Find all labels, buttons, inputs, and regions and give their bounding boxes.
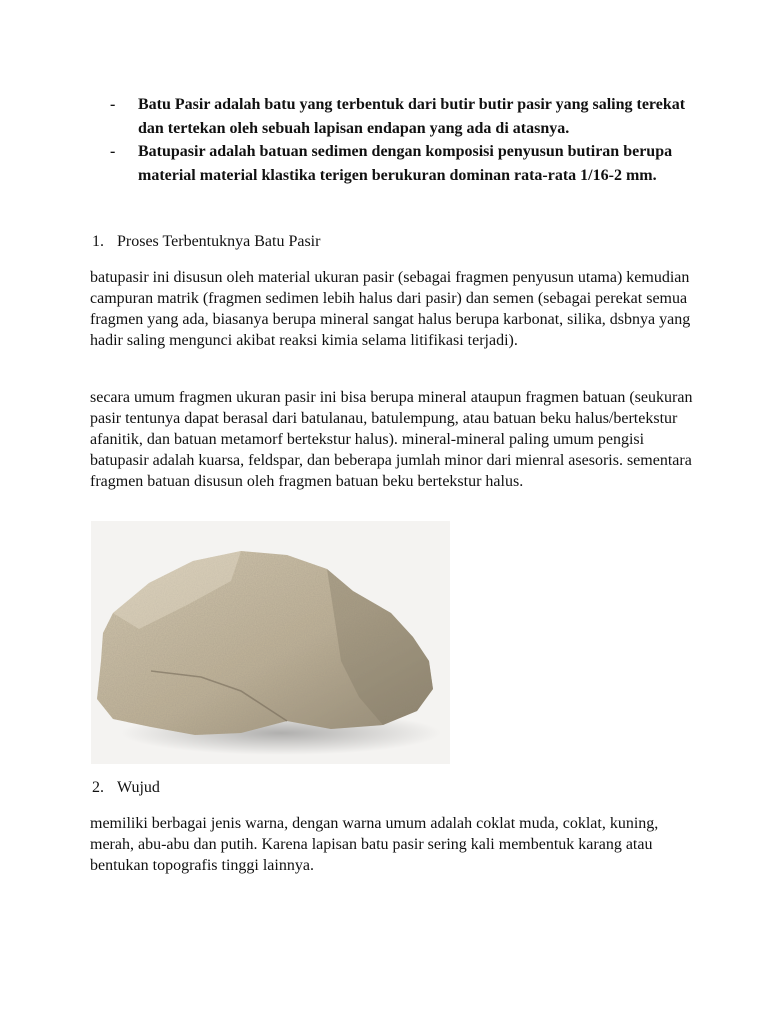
definition-bullet	[110, 93, 710, 140]
bullet-text: Batu Pasir adalah batu yang terbentuk dari butir butir pasir yang saling terekat dan tertekan oleh sebuah lapisan endapan yang ada di atasnya.	[138, 96, 686, 137]
section-number: 2.	[92, 779, 104, 796]
bullet-marker: -	[110, 96, 116, 113]
section-number: 1.	[92, 233, 104, 250]
bullet-text: Batupasir adalah batuan sedimen dengan komposisi penyusun butiran berupa material material klastika terigen berukuran dominan rata-rata 1/16-2 mm.	[138, 143, 673, 184]
definition-bullet	[110, 140, 710, 187]
definition-bullet-list	[110, 93, 710, 187]
bullet-marker: -	[110, 143, 116, 160]
paragraph-fragments: secara umum fragmen ukuran pasir ini bisa berupa mineral ataupun fragmen batuan (seukuran pasir tentunya dapat berasal dari batulanau, batulempung, atau batuan beku halus/bertekstur afanitik, dan batuan metamorf bertekstur halus). mineral-mineral paling umum pengisi batupasir adalah kuarsa, feldspar, dan beberapa jumlah minor dari mienral asesoris. sementara fragmen batuan disusun oleh fragmen batuan beku bertekstur halus.	[90, 389, 693, 490]
section-title: Proses Terbentuknya Batu Pasir	[117, 233, 321, 250]
section-heading-wujud	[92, 779, 160, 797]
paragraph-colors: memiliki berbagai jenis warna, dengan warna umum adalah coklat muda, coklat, kuning, merah, abu-abu dan putih. Karena lapisan batu pasir sering kali membentuk karang atau bentukan topografis tinggi lainnya.	[90, 815, 659, 874]
section-title: Wujud	[117, 779, 160, 796]
sandstone-photo	[91, 521, 450, 764]
paragraph-composition: batupasir ini disusun oleh material ukuran pasir (sebagai fragmen penyusun utama) kemudian campuran matrik (fragmen sedimen lebih halus dari pasir) dan semen (sebagai perekat semua fragmen yang ada, biasanya berupa mineral sangat halus berupa karbonat, silika, dsbnya yang hadir saling mengunci akibat reaksi kimia selama litifikasi terjadi).	[90, 269, 691, 349]
section-heading-proses	[92, 233, 320, 251]
